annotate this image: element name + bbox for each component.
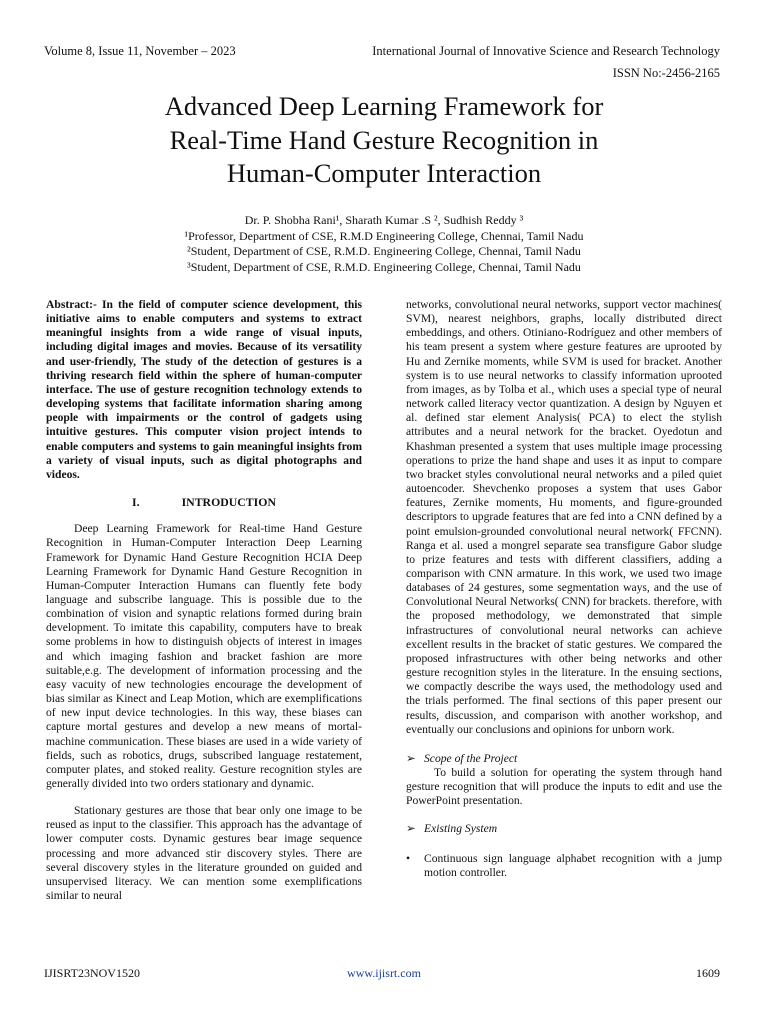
section-number: I. xyxy=(132,495,140,510)
list-item-text: Continuous sign language alphabet recognition with a jump motion controller. xyxy=(424,851,722,879)
issn-number: ISSN No:-2456-2165 xyxy=(612,66,720,80)
affiliation-1: ¹Professor, Department of CSE, R.M.D Engineering College, Chennai, Tamil Nadu xyxy=(184,228,584,243)
intro-paragraph-1: Deep Learning Framework for Real-time Hand Gesture Recognition in Human-Computer Interaction Deep Learning Framework for Dynamic Hand Gesture Recognition HCIA Deep Learning Framework for Dynamic Hand Gesture Recognition in Human-Computer Interaction Humans can fluently fete body language and subscribe language. This is possible due to the combination of vision and synaptic relations formed during brain development. To imitate this capability, computers have to break some problems in how to distinguish objects of interest in images and which imaging fashion and bracket fashion are more suitable,e.g. The development of information processing and the easy vacuity of new technologies encourage the development of bias similar as Kinect and Leap Motion, which are exemplifications of new input device technologies. In this way, these biases can capture mortal gestures and develop a new means of mortal-machine communication. These biases are used in a wide variety of fields, such as robotics, drugs, subscribed language restatement, computer plates, and stoked reality. Gesture recognition styles are generally divided into two orders stationary and dynamic. xyxy=(46,522,362,790)
subheading-existing-title: Existing System xyxy=(424,822,498,836)
right-column xyxy=(406,298,722,880)
affiliation-2: ²Student, Department of CSE, R.M.D. Engineering College, Chennai, Tamil Nadu xyxy=(187,244,581,258)
subheading-scope xyxy=(406,752,722,766)
journal-volume-issue: Volume 8, Issue 11, November – 2023 xyxy=(44,44,236,58)
intro-paragraph-continued: networks, convolutional neural networks, support vector machines( SVM), nearest neighbors, graphs, locally distributed direct embeddings, and others. Otiniano-Rodríguez and other members of his team present a system where gesture features are uprooted by Hu and Zernike moments, while SVM is used for bracket. Another system is to use neural networks to classify information uprooted from images, as by Tolba et al., which uses a special type of neural network called literacy vector quantization. A design by Nguyen et al. defined star element Analysis( PCA) to elect the stylish attributes and a neural network for the bracket. Oyedotun and Khashman presented a system that uses multiple image processing operations to prize the hand shape and uses it as input to compare two bracket styles convolutional neural networks and a piled quiet autoencoder. Shevchenko proposes a system that uses Gabor features, Zernike moments, Hu moments, and figure-grounded descriptors to upgrade features that are fed into a CNN defined by a point emulsion-grounded convolutional neural network( FFCNN). Ranga et al. used a mongrel separate sea transfigure Gabor sludge to prize features and tests with different classifiers, adding a comparison with CNN armature. In this work, we used two image databases of 24 gestures, some segmentation ways, and the use of Convolutional Neural Networks( CNN) for brackets. therefore, with the proposed methodology, we demonstrated that simple infrastructures of convolutional neural networks can achieve excellent results in the bracket of static gestures. We compared the proposed infrastructures with other being networks and other gesture recognition styles in the literature. In the ensuing sections, we compactly describe the ways used, the methodology used and the trials performed. The final sections of this paper present our results, discussion, and comparison with another workshop, and eventually our conclusions and opinions for unborn work. xyxy=(406,298,722,736)
paper-title xyxy=(60,90,708,191)
intro-paragraph-2: Stationary gestures are those that bear only one image to be reused as input to the classifier. This approach has the advantage of lower computer costs. Dynamic gestures bear image sequence processing and more advanced stir discovery styles. There are several discovery styles in the literature grounded on guided and unsupervised literacy. We can mention some exemplifications similar to neural xyxy=(46,804,362,903)
paper-title-line-3: Human-Computer Interaction xyxy=(226,158,542,188)
subheading-scope-title: Scope of the Project xyxy=(424,751,518,765)
arrow-bullet-icon: ➢ xyxy=(406,822,416,836)
author-block xyxy=(60,213,708,275)
section-title: INTRODUCTION xyxy=(181,495,276,510)
subheading-existing-system xyxy=(406,822,722,836)
paper-title-line-1: Advanced Deep Learning Framework for xyxy=(164,91,604,121)
article-id: IJISRT23NOV1520 xyxy=(44,966,140,980)
abstract-paragraph: Abstract:- In the field of computer science development, this initiative aims to enable computers and systems to extract meaningful insights from a wide range of visual inputs, including digital images and movies. Because of its versatility and user-friendly, The study of the detection of gestures is a thriving research field within the sphere of human-computer interface. The use of gesture recognition technology extends to developing systems that facilitate information sharing among people with impairments or the control of gadgets using intuitive gestures. This computer vision project intends to enable computers and systems to gain meaningful insights from a variety of visual inputs, such as digital photographs and videos. xyxy=(46,298,362,481)
arrow-bullet-icon: ➢ xyxy=(406,751,416,765)
journal-website-link[interactable]: www.ijisrt.com xyxy=(347,966,421,980)
section-heading-introduction xyxy=(46,495,362,509)
left-column xyxy=(46,298,362,903)
paper-title-line-2: Real-Time Hand Gesture Recognition in xyxy=(169,124,599,155)
scope-paragraph: To build a solution for operating the system through hand gesture recognition that will produce the inputs to edit and use the PowerPoint presentation. xyxy=(406,766,722,808)
list-item xyxy=(406,852,722,880)
affiliation-3: ³Student, Department of CSE, R.M.D. Engineering College, Chennai, Tamil Nadu xyxy=(187,259,581,274)
page-number: 1609 xyxy=(696,966,720,980)
author-names: Dr. P. Shobha Rani¹, Sharath Kumar .S ², Sudhish Reddy ³ xyxy=(244,213,524,227)
bullet-dot-icon: • xyxy=(406,851,411,865)
journal-name: International Journal of Innovative Science and Research Technology xyxy=(372,44,720,58)
